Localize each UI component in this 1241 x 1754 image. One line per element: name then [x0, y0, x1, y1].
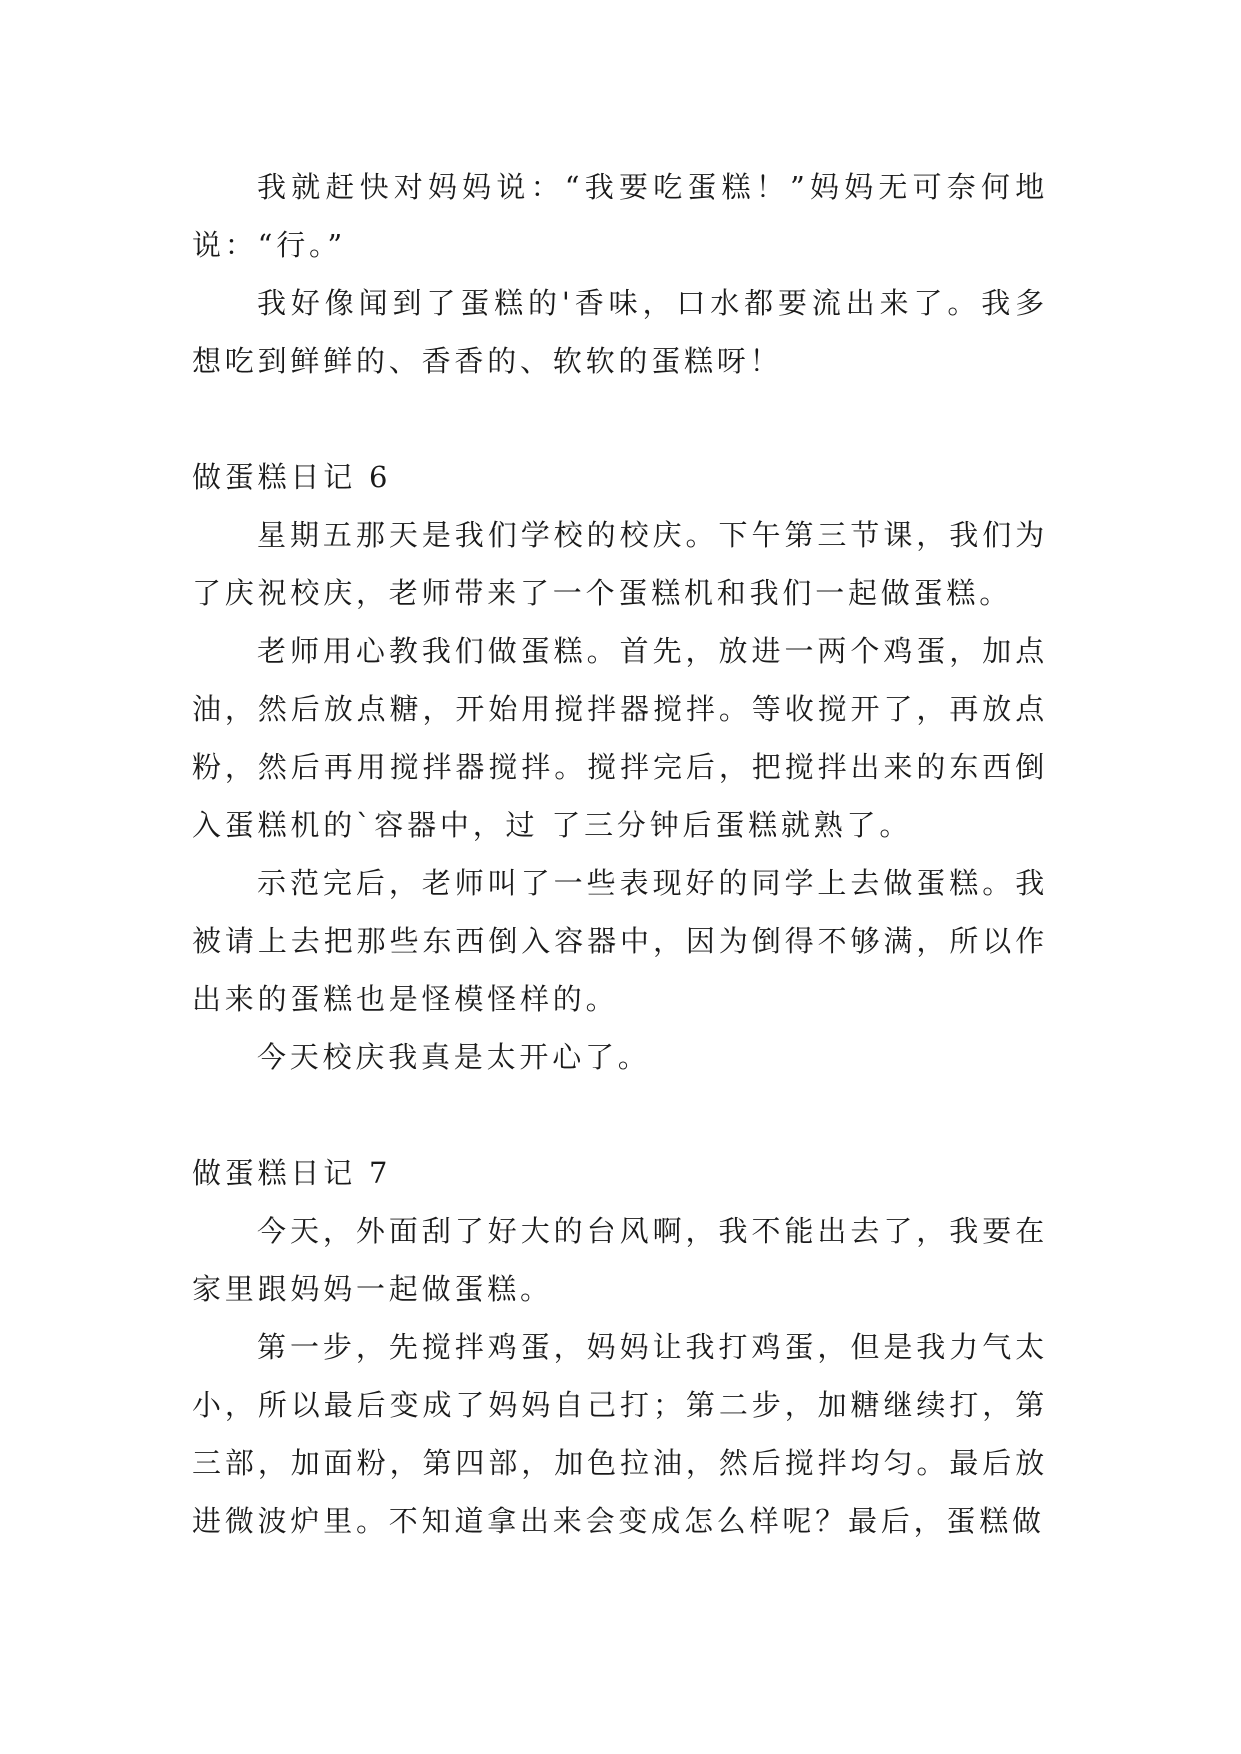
section-gap: [192, 390, 1048, 448]
paragraph: 我好像闻到了蛋糕的'香味，口水都要流出来了。我多想吃到鲜鲜的、香香的、软软的蛋糕呀！: [192, 286, 1048, 378]
paragraph: 老师用心教我们做蛋糕。首先，放进一两个鸡蛋，加点油，然后放点糖，开始用搅拌器搅拌。等收搅开了，再放点粉，然后再用搅拌器搅拌。搅拌完后，把搅拌出来的东西倒入蛋糕机的`容器中，过 了三分钟后蛋糕就熟了。: [192, 634, 1048, 842]
paragraph: 今天，外面刮了好大的台风啊，我不能出去了，我要在家里跟妈妈一起做蛋糕。: [192, 1214, 1048, 1306]
section-gap: [192, 1086, 1048, 1144]
paragraph: 示范完后，老师叫了一些表现好的同学上去做蛋糕。我被请上去把那些东西倒入容器中，因为倒得不够满，所以作出来的蛋糕也是怪模怪样的。: [192, 866, 1048, 1016]
paragraph: 我就赶快对妈妈说：“我要吃蛋糕！”妈妈无可奈何地说：“行。”: [192, 170, 1048, 262]
section-heading: 做蛋糕日记 7: [192, 1156, 392, 1190]
paragraph: 星期五那天是我们学校的校庆。下午第三节课，我们为了庆祝校庆，老师带来了一个蛋糕机和我们一起做蛋糕。: [192, 518, 1048, 610]
paragraph: 第一步，先搅拌鸡蛋，妈妈让我打鸡蛋，但是我力气太小，所以最后变成了妈妈自己打；第二步，加糖继续打，第三部，加面粉，第四部，加色拉油，然后搅拌均匀。最后放进微波炉里。不知道拿出来会变成怎么样呢？最后，蛋糕做: [192, 1330, 1048, 1538]
section-heading: 做蛋糕日记 6: [192, 460, 392, 494]
paragraph: 今天校庆我真是太开心了。: [257, 1040, 651, 1074]
document-body: [192, 158, 1048, 1550]
